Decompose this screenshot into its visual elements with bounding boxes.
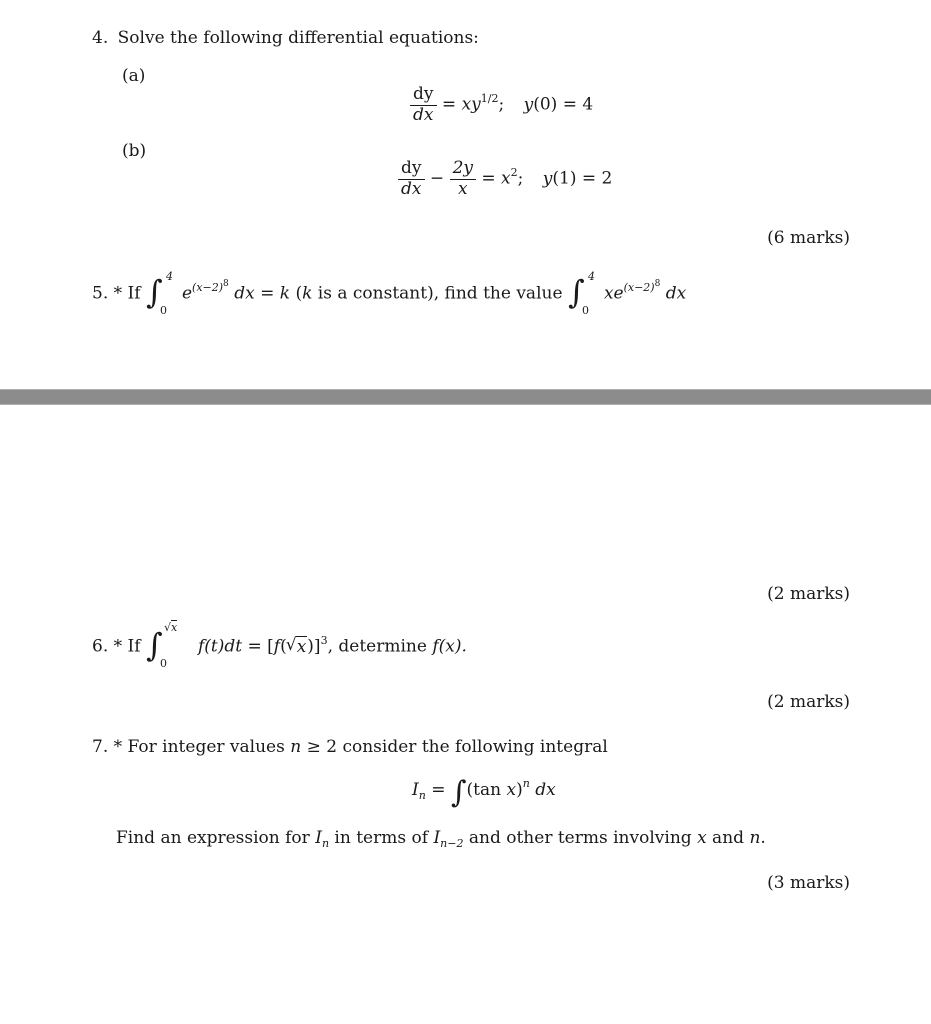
q7-find-I2: I bbox=[433, 828, 441, 848]
q4b-eq: = bbox=[481, 168, 502, 189]
q4b-exp: 2 bbox=[510, 165, 518, 179]
q7-find-n: n bbox=[749, 828, 761, 848]
q5-int2-exp: (x−2) bbox=[623, 280, 655, 294]
q5-paren-rest: is a constant), find the value bbox=[312, 283, 563, 304]
q4b-fraction-2 bbox=[450, 159, 476, 199]
q7-find-x: x bbox=[697, 828, 707, 848]
q4a-sep: ; bbox=[498, 94, 505, 115]
q6-line bbox=[92, 621, 467, 670]
q4b-x: x bbox=[501, 168, 511, 189]
integral-sign-icon: ∫ bbox=[567, 273, 585, 311]
q5-int1-lower: 0 bbox=[159, 304, 167, 317]
q7-text-ge: ≥ 2 consider the following integral bbox=[301, 737, 608, 757]
q5-marks: (2 marks) bbox=[767, 584, 850, 604]
q6-cube: 3 bbox=[320, 633, 328, 647]
q4b-label: (b) bbox=[122, 141, 147, 161]
q6-determine: , determine bbox=[327, 636, 427, 657]
q4b-minus: − bbox=[429, 168, 445, 189]
q7-eq-equals: = bbox=[431, 780, 446, 800]
q6-integral bbox=[145, 621, 196, 670]
q6-integrand-arg: (t)dt bbox=[204, 636, 243, 657]
q6-paren: ( bbox=[280, 636, 287, 657]
q4b-fraction-1 bbox=[398, 159, 425, 199]
page-divider bbox=[0, 389, 931, 405]
integral-sign-icon: ∫ bbox=[145, 626, 163, 664]
q4-number: 4. bbox=[92, 28, 109, 48]
q5-int1-exp8: 8 bbox=[223, 278, 229, 289]
integral-sign-icon: ∫ bbox=[450, 775, 467, 810]
q5-integral-2 bbox=[567, 270, 602, 317]
q5-prefix: * If bbox=[113, 283, 141, 304]
q6-number: 6. bbox=[92, 636, 109, 657]
q4a-label: (a) bbox=[122, 66, 146, 86]
q7-find-5: . bbox=[760, 828, 766, 848]
sqrt-icon: √ bbox=[163, 621, 171, 634]
q7-equation bbox=[412, 775, 556, 810]
q6-lower: 0 bbox=[159, 657, 167, 670]
q4a-den: dx bbox=[413, 104, 434, 125]
q5-integral-1 bbox=[145, 270, 180, 317]
q7-eq-close: ) bbox=[516, 780, 523, 800]
q5-line bbox=[92, 270, 687, 317]
q4a-cond-y: y bbox=[523, 94, 534, 115]
q6-sqrt-var: x bbox=[296, 636, 307, 657]
q6-marks: (2 marks) bbox=[767, 692, 850, 712]
q6-close: )] bbox=[307, 636, 321, 657]
q6-integrand: f bbox=[197, 636, 205, 657]
q7-find-4: and bbox=[706, 828, 745, 848]
q4a-equation bbox=[410, 85, 593, 125]
q4a-cond-rest: (0) = 4 bbox=[533, 94, 594, 115]
q5-eq-k: = k bbox=[260, 283, 291, 304]
q7-n: n bbox=[290, 737, 302, 757]
q7-marks: (3 marks) bbox=[767, 873, 850, 893]
q4b-den2: x bbox=[457, 178, 468, 199]
q4a-eq: = bbox=[441, 94, 462, 115]
q7-find-2: in terms of bbox=[329, 828, 429, 848]
q4-text: Solve the following differential equations: bbox=[117, 28, 479, 48]
q4b-sep: ; bbox=[517, 168, 524, 189]
q5-int2-dx: dx bbox=[665, 283, 687, 304]
q7-find bbox=[116, 828, 766, 848]
q5-int2-exp8: 8 bbox=[654, 278, 661, 289]
q5-int1-exp: (x−2) bbox=[192, 280, 224, 294]
q7-find-1: Find an expression for bbox=[116, 828, 310, 848]
q4b-num1: dy bbox=[398, 159, 425, 180]
q6-f2: f bbox=[273, 636, 281, 657]
q6-upper-var: x bbox=[170, 621, 178, 634]
q4a-xy: xy bbox=[461, 94, 481, 115]
q4b-den1: dx bbox=[401, 178, 422, 199]
q6-upper bbox=[164, 621, 177, 634]
q6-prefix: * If bbox=[113, 636, 141, 657]
q5-int2-lower: 0 bbox=[581, 304, 589, 317]
q4-heading bbox=[92, 28, 479, 48]
q7-find-3: and other terms involving bbox=[463, 828, 692, 848]
q4a-fraction bbox=[410, 85, 437, 125]
q4b-num2: 2y bbox=[450, 159, 476, 180]
q5-paren-k: k bbox=[302, 283, 313, 304]
q7-eq-pow: n bbox=[522, 777, 530, 790]
q5-int1-upper: 4 bbox=[165, 270, 173, 283]
q4a-num: dy bbox=[410, 85, 437, 106]
q6-sqrt bbox=[287, 636, 308, 657]
q7-eq-body: (tan bbox=[466, 780, 502, 800]
q5-paren-open: ( bbox=[295, 283, 303, 304]
q7-eq-x: x bbox=[506, 780, 517, 800]
q5-int2-base: xe bbox=[603, 283, 624, 304]
q7-heading bbox=[92, 737, 608, 757]
q4a-exp: 1/2 bbox=[480, 91, 499, 105]
q4b-equation bbox=[398, 159, 612, 199]
q4b-cond-y: y bbox=[542, 168, 553, 189]
q6-fx-arg: (x). bbox=[438, 636, 467, 657]
q7-number: 7. bbox=[92, 737, 109, 757]
q7-find-sub: n bbox=[321, 837, 330, 850]
q5-int1-base: e bbox=[181, 283, 193, 304]
q7-eq-I: I bbox=[412, 780, 419, 800]
q5-number: 5. bbox=[92, 283, 109, 304]
q7-eq-sub: n bbox=[418, 789, 426, 802]
q4b-cond-rest: (1) = 2 bbox=[552, 168, 613, 189]
q4-marks: (6 marks) bbox=[767, 228, 850, 248]
q5-int2-upper: 4 bbox=[587, 270, 595, 283]
q7-find-I: I bbox=[315, 828, 322, 848]
integral-sign-icon: ∫ bbox=[145, 273, 163, 311]
q6-fx: f bbox=[432, 636, 439, 657]
q7-find-sub2: n−2 bbox=[440, 837, 464, 850]
q5-int1-dx: dx bbox=[234, 283, 255, 304]
q7-text-before: * For integer values bbox=[113, 737, 285, 757]
q6-eq: = [ bbox=[247, 636, 274, 657]
q7-eq-dx: dx bbox=[535, 780, 556, 800]
